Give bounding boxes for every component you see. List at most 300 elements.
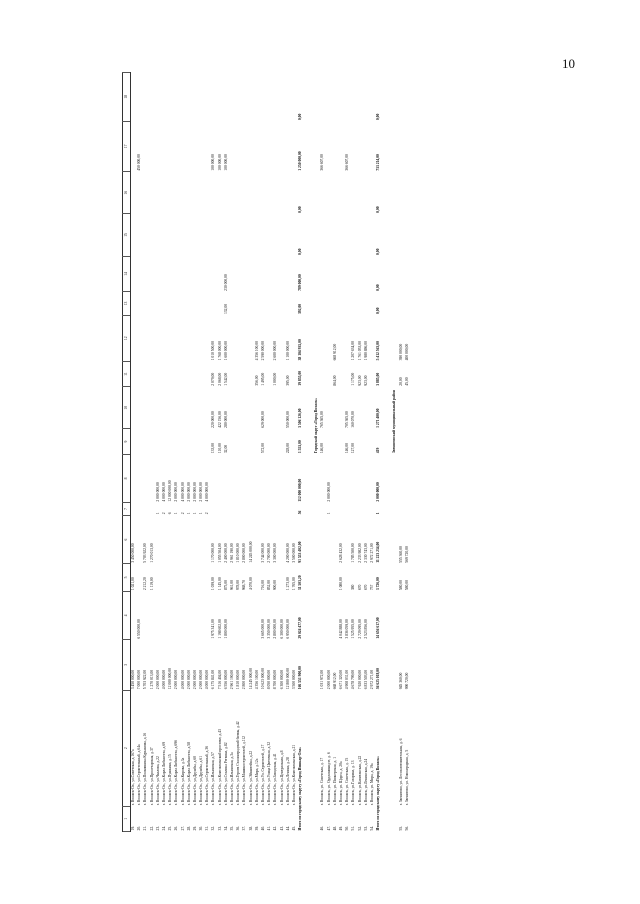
table-cell: 48. — [332, 825, 337, 831]
table-cell: Итого по городскому округу «Город Волжск» — [376, 755, 381, 831]
table-cell: 8 050 000,00 — [267, 669, 272, 690]
table-cell — [404, 214, 410, 256]
table-cell: 852,00 — [267, 580, 272, 591]
table-cell: 2 212,20 — [143, 577, 148, 591]
table-cell — [130, 214, 137, 256]
table-cell: г. Звенигово, ул. Новоаграрная, д. 5 — [404, 749, 409, 806]
table-cell: 765 365,00 — [320, 411, 325, 428]
table-cell: 9 — [123, 429, 131, 454]
table-cell: 572,00 — [260, 443, 265, 454]
table-cell: г. Волжск-Ол., ул.Полковника Курьянова, д.16 — [143, 732, 148, 806]
table-cell: 1 273,00 — [285, 577, 290, 591]
table-cell: 2 000 000,00 — [199, 669, 204, 690]
table-cell: 1 810 000,00 — [236, 669, 241, 690]
table-cell: 10 — [123, 387, 131, 429]
table-cell: г. Волжск-Ол., ул.Ильинская, д.3а — [230, 752, 235, 806]
table-cell: 2 972 271,00 — [369, 543, 374, 563]
table-cell: г. Волжск-Ол., ул.Строительный, д.64а — [137, 744, 142, 806]
table-cell: 1 800 000,00 — [223, 619, 228, 639]
table-cell: 1 525 955,00 — [351, 619, 356, 639]
table-cell: г. Волжск-Ол., ул.Ленина, д.28 — [285, 757, 290, 806]
table-cell: 39. — [254, 825, 259, 831]
table-cell: 3 — [123, 640, 131, 691]
table-cell: г. Волжск-Ол., ул.Комсомольский проспект, д.43 — [217, 729, 222, 806]
table-cell: 2 800 000,00 — [242, 543, 247, 563]
table-cell: 3 500 000,00 — [291, 669, 296, 690]
table-cell: г. Волжск-Ол., ул.Дружбы, д.61 — [199, 756, 204, 806]
table-cell: 6 833 503,00 — [363, 669, 368, 690]
table-cell: 1 207 634,00 — [351, 341, 356, 361]
table-cell: 4 000 000,00 — [161, 669, 166, 690]
table-cell: 1 170 000,00 — [211, 543, 216, 563]
table-cell: 46. — [320, 825, 325, 831]
table-cell: г. Волжск, ул. Орджоникидзе, д. 6 — [326, 752, 331, 806]
table-cell: 422 156,00 — [217, 411, 222, 428]
table-cell: 6 — [123, 515, 131, 563]
table-cell: 45,00 — [404, 377, 409, 386]
table-cell: 49. — [339, 825, 344, 831]
table-cell: 2 000 000,00 — [155, 669, 160, 690]
table-cell: 50. — [345, 825, 350, 831]
table-cell: 555 360,00 — [398, 546, 403, 563]
table-cell: 1 — [186, 512, 191, 515]
table-cell: 0,00 — [376, 206, 381, 213]
table-cell: г. Волжск-Ол., ул.Пролетарская, д.37 — [149, 747, 154, 806]
table-cell: 15 — [123, 214, 131, 256]
table-cell: 4 070,00 — [248, 577, 253, 591]
table-cell — [130, 361, 137, 386]
table-cell: 390 000,00 — [398, 343, 403, 361]
table-cell: 1 — [326, 512, 331, 515]
table-cell — [404, 429, 410, 454]
table-cell: 40. — [260, 825, 265, 831]
table-cell: 2 628 432,00 — [339, 543, 344, 563]
table-cell — [404, 73, 410, 122]
table-cell: г. Волжск-Ол., ул.Сталина Регвина, д.82 — [223, 742, 228, 806]
table-cell: 1 055 504,00 — [217, 543, 222, 563]
table-cell: 356,00 — [254, 375, 259, 386]
table-cell — [404, 503, 410, 516]
table-cell: 56 — [298, 510, 303, 515]
table-cell: г. Звенигово, ул. Лесозаготовительная, д. 6 — [398, 738, 403, 806]
table-cell: 2 961 190,00 — [230, 669, 235, 690]
table-cell: 4 000 000,00 — [180, 669, 185, 690]
table-cell — [404, 292, 410, 315]
table-cell: г. Волжск-Ол., ул.Строительный, д.36 — [205, 746, 210, 806]
table-cell: г. Волжск-Ол., ул.Карла Либкнехта, д.69б — [174, 740, 179, 806]
table-cell: 2 600 000,00 — [273, 341, 278, 361]
table-cell: 900,00 — [273, 580, 278, 591]
table-cell: 757 — [369, 584, 374, 591]
spacer-cell — [382, 73, 392, 832]
table-cell: 11 223 234,00 — [376, 541, 381, 563]
table-cell: 1 080,00 — [339, 577, 344, 591]
table-cell: 1 198 602,00 — [217, 619, 222, 639]
table-cell: 12 800 000,00 — [285, 668, 290, 690]
table-cell: 13 — [123, 292, 131, 315]
table-cell: 419 — [376, 447, 381, 454]
table-cell: 220 000,00 — [211, 411, 216, 428]
table-cell: г. Волжск-Ол., ул.Советская, д.167а — [131, 749, 136, 806]
table-cell: 6 556 000,00 — [223, 669, 228, 690]
table-cell: г. Волжск-Ол., ул.Чкалова, д.22 — [155, 756, 160, 806]
table-cell: 4 356 100,00 — [254, 341, 259, 361]
table-cell: 968,70 — [242, 580, 247, 591]
table-cell: 28. — [186, 825, 191, 831]
column-number-row — [123, 73, 131, 832]
table-cell: 1 270 013,00 — [149, 543, 154, 563]
table-cell: 6 671 320,00 — [339, 669, 344, 690]
table-cell: 3 885,00 — [376, 372, 381, 386]
table-cell: 990 720,00 — [404, 672, 409, 690]
table-cell: 2 000 000,00 — [174, 482, 179, 502]
table-cell: 5 703 922,00 — [143, 669, 148, 690]
table-cell: 2 079,00 — [211, 372, 216, 386]
table-cell: 0,00 — [376, 113, 381, 121]
spacer-row — [382, 73, 392, 832]
table-cell: 52. — [357, 825, 362, 831]
table-cell: г. Волжск-Ол., ул.Дружбы, д.60 — [192, 756, 197, 806]
table-cell: 146,00 — [320, 443, 325, 454]
table-cell: 32. — [211, 825, 216, 831]
table-cell: г. Волжск-Ол., ул.Заводская, д.41 — [273, 753, 278, 806]
table-cell: 450 000,00 — [137, 154, 142, 171]
table-cell: 6 950 000,00 — [285, 619, 290, 639]
table-cell: 91 553 402,00 — [298, 541, 303, 563]
table-cell — [404, 387, 410, 429]
table-cell: 16 — [123, 172, 131, 214]
table-cell: 1 542,00 — [223, 372, 228, 386]
table-cell: 4 042 888,00 — [339, 619, 344, 639]
table-cell — [130, 121, 137, 172]
table-cell: 1 600 000,00 — [223, 341, 228, 361]
table-cell: 17 — [123, 121, 131, 172]
table-cell: г. Волжск, ул.Гагарина, д. 13 — [351, 760, 356, 806]
table-cell: 1 975 341,00 — [211, 619, 216, 639]
table-cell: 1 031 972,00 — [320, 669, 325, 690]
table-cell: г. Волжск-Ол., ул.Пушкина, д.15 — [168, 754, 173, 806]
table-cell: 0,00 — [376, 248, 381, 256]
table-cell: 2 068,00 — [217, 372, 222, 386]
table-cell: 2 000 000,00 — [186, 669, 191, 690]
table-cell: 395,00 — [285, 375, 290, 386]
table-cell: г. Волжск-Ол., ул.Ул. Строителей, д.17 — [260, 744, 265, 806]
table-cell: 1 119,00 — [149, 577, 154, 591]
table-cell: 1 768 000,00 — [217, 341, 222, 361]
table-cell: 875,00 — [223, 580, 228, 591]
table-cell — [130, 429, 137, 454]
table-cell: 961,00 — [230, 580, 235, 591]
table-cell: Городской округ «Город Волжск» — [314, 397, 319, 454]
table-cell: 100 000,00 — [211, 154, 216, 171]
table-row — [404, 73, 410, 832]
table-cell: 32,00 — [223, 444, 228, 454]
table-cell: 923,00 — [357, 375, 362, 386]
table-cell: 14 245 000,00 — [248, 541, 253, 563]
spacer-row — [304, 73, 314, 832]
table-cell: г. Волжск, ул. Советская, д. 17 — [320, 757, 325, 806]
table-cell: 110,00 — [217, 443, 222, 454]
table-cell: 2 000 000,00 — [376, 482, 381, 502]
table-cell: 2 800 000,00 — [242, 669, 247, 690]
table-cell: 668 912,00 — [332, 343, 337, 361]
table-cell: 3 450 000,00 — [131, 669, 136, 690]
table-cell — [130, 73, 137, 122]
table-cell: 2 000 000,00 — [199, 482, 204, 502]
table-cell: 3 726,00 — [376, 577, 381, 591]
table-cell: 1 495,00 — [260, 372, 265, 386]
table-cell: 100 000,00 — [217, 154, 222, 171]
table-cell: 44. — [285, 825, 290, 831]
table-cell: Итого по городскому округу «Город Йошкар-Ола» — [298, 746, 303, 831]
table-cell: г. Волжск-Ол., ул.Кирова, д.3а — [180, 757, 185, 806]
table-cell: 1 761 053,00 — [357, 341, 362, 361]
table-cell: 26. — [174, 825, 179, 831]
table-cell: 2 000 000,00 — [326, 669, 331, 690]
table-cell: 133,00 — [211, 443, 216, 454]
table-cell: 3 506 126,00 — [298, 408, 303, 428]
table-cell: г. Волжск-Ол., ул.Комсомольская, д.21 — [291, 744, 296, 806]
table-cell: 1 100 000,00 — [285, 341, 290, 361]
table-cell: 2 961 190,00 — [230, 543, 235, 563]
table-cell: 6 550 000,00 — [137, 619, 142, 639]
table-cell: 716,00 — [260, 580, 265, 591]
table-cell: г. Волжск-Ол., ул.Машиностроителей, д.112 — [242, 735, 247, 806]
table-cell: 230 000,00 — [223, 274, 228, 291]
table-cell: 4 908 031,00 — [345, 669, 350, 690]
table-cell: 37. — [242, 825, 247, 831]
table-cell: 0,00 — [298, 248, 303, 256]
table-cell: 2 800 000,00 — [273, 619, 278, 639]
table-cell: 1 — [376, 512, 381, 515]
table-cell: 3 665 000,00 — [260, 619, 265, 639]
table-cell: 705 365,00 — [345, 411, 350, 428]
table-cell: 6 300 000,00 — [279, 619, 284, 639]
page-number: 10 — [562, 56, 575, 71]
table-cell: г. Волжск-Ол., ул.Карла Либкнехта, д.58 — [186, 742, 191, 806]
table-cell: 1 270 013,00 — [149, 669, 154, 690]
table-cell — [404, 454, 410, 502]
table-cell: 0,00 — [376, 284, 381, 291]
table-cell — [404, 256, 410, 292]
table-cell — [404, 121, 410, 172]
table-cell: г. Волжск-Ол., ул.Улица Цветочная, д.32 — [267, 741, 272, 806]
table-cell: 1 175,00 — [351, 372, 356, 386]
table-cell: 7 516 404,00 — [217, 669, 222, 690]
table-cell — [130, 454, 137, 502]
table-cell: 2 000 000,00 — [192, 669, 197, 690]
table-cell: 864,00 — [332, 375, 337, 386]
table-cell: 42. — [273, 825, 278, 831]
table-cell: 24. — [161, 825, 166, 831]
table-cell: 228,00 — [285, 443, 290, 454]
table-cell: 1 553,00 — [298, 440, 303, 454]
table-cell: 35. — [230, 825, 235, 831]
table-cell: г. Волжск-Ол., ул.Эйнштейна, д.22 — [248, 750, 253, 806]
table-cell: 45. — [291, 825, 296, 831]
table-cell: 33. — [217, 825, 222, 831]
table-cell: 550 000,00 — [285, 411, 290, 428]
table-cell: 14 656 617,00 — [376, 617, 381, 639]
table-cell: 1 021,00 — [131, 577, 136, 591]
table-cell: г. Волжск-Ол., ул.Героев Сталинградской битвы, д.42 — [236, 721, 241, 806]
table-cell: 280 000,00 — [223, 411, 228, 428]
table-cell: 668 912,00 — [332, 672, 337, 690]
table-cell: 112 000 000,00 — [298, 478, 303, 502]
table-cell: 2 000 000,00 — [192, 482, 197, 502]
table-cell: 7 — [123, 503, 131, 516]
table-cell: 56. — [404, 825, 409, 831]
table-cell: 3 450 000,00 — [131, 543, 136, 563]
table-cell: 12 000 000,00 — [168, 668, 173, 690]
table-cell: 41. — [267, 825, 272, 831]
table-cell: 19. — [131, 825, 136, 831]
spacer-cell — [304, 73, 314, 832]
table-cell: 789 000,00 — [298, 274, 303, 291]
table-cell: 1 — [174, 512, 179, 515]
table-cell: 3 350 000,00 — [267, 619, 272, 639]
table-cell: 19 855,00 — [298, 370, 303, 386]
table-cell: 47. — [326, 825, 331, 831]
table-cell: 12 000 000,00 — [168, 480, 173, 502]
table-cell: 100 000,00 — [223, 154, 228, 171]
table-cell: г. Волжск-Ол., ул.Центральная, д.8 — [279, 750, 284, 806]
table-cell: г. Волжск, ул. Пионерская, д. 1 — [332, 757, 337, 806]
table-cell: 8 — [123, 454, 131, 502]
table-cell — [130, 256, 137, 292]
table-cell: 6 175 841,00 — [211, 669, 216, 690]
table-cell: 2 — [123, 690, 131, 806]
table-cell: 12 — [123, 315, 131, 361]
table-cell: 3 500 000,00 — [291, 543, 296, 563]
table-cell: 38. — [248, 825, 253, 831]
table-cell: 31. — [205, 825, 210, 831]
table-cell: 14 245 000,00 — [248, 668, 253, 690]
table-cell: 1 — [123, 806, 131, 831]
table-cell: 580,00 — [398, 580, 403, 591]
table-cell: 1 010 500,00 — [211, 341, 216, 361]
register-table — [122, 72, 411, 832]
table-cell: 5 412 563,00 — [376, 341, 381, 361]
rotated-table-container — [122, 72, 526, 832]
table-cell: 1 250 000,00 — [298, 151, 303, 171]
table-cell: 18 — [123, 73, 131, 122]
table-cell: 51. — [351, 825, 356, 831]
table-cell: 146,00 — [345, 443, 350, 454]
table-cell: 29. — [192, 825, 197, 831]
table-cell — [130, 503, 137, 516]
table-cell: 36. — [236, 825, 241, 831]
table-cell: 1 000,00 — [273, 372, 278, 386]
table-cell: 4 678 799,00 — [351, 669, 356, 690]
table-cell: 2 590 000,00 — [260, 341, 265, 361]
table-cell — [130, 315, 137, 361]
table-cell: 392,00 — [298, 303, 303, 315]
table-cell: 4 200 000,00 — [285, 543, 290, 563]
table-cell: 10 623 000,00 — [260, 668, 265, 690]
table-cell: 4 — [123, 591, 131, 639]
table-cell: 2 000 000,00 — [186, 482, 191, 502]
table-cell: 366 607,00 — [320, 154, 325, 171]
table-cell — [404, 172, 410, 214]
table-cell: 36 625 018,00 — [376, 668, 381, 690]
table-cell: 160 070,00 — [351, 411, 356, 428]
table-cell: 2 — [161, 512, 166, 515]
table-cell: 25. — [168, 825, 173, 831]
table-cell: 11 — [123, 361, 131, 386]
table-cell: 4 000 000,00 — [161, 482, 166, 502]
table-cell: 21. — [143, 825, 148, 831]
table-cell: 38 104 935,00 — [298, 339, 303, 361]
table-cell: г. Волжск, ул.Ленинская, д.24 — [363, 758, 368, 806]
table-cell: 366 607,00 — [345, 154, 350, 171]
table-cell: 53. — [363, 825, 368, 831]
table-cell: 2 700 000,00 — [267, 543, 272, 563]
table-cell — [130, 172, 137, 214]
table-cell: 55. — [398, 825, 403, 831]
table-cell: г. Волжск-Ол., ул.Ильинская, д.57 — [211, 752, 216, 806]
table-cell: 6 300 000,00 — [279, 669, 284, 690]
table-cell: 670 — [363, 584, 368, 591]
table-cell: 0,00 — [298, 113, 303, 121]
table-cell: 22. — [149, 825, 154, 831]
table-cell: 978,00 — [236, 580, 241, 591]
table-cell: 1 — [192, 512, 197, 515]
table-cell: 7 920 000,00 — [357, 669, 362, 690]
table-cell: 2 972 271,00 — [369, 669, 374, 690]
table-cell: 380 — [351, 584, 356, 591]
table-row — [130, 73, 137, 832]
table-cell: 3 744 000,00 — [260, 543, 265, 563]
table-cell: 30. — [199, 825, 204, 831]
table-cell: 670 — [357, 584, 362, 591]
table-cell: 0,00 — [376, 307, 381, 315]
table-cell: 1 — [199, 512, 204, 515]
table-cell: 7 000 000,00 — [137, 669, 142, 690]
table-cell: 4 000 000,00 — [180, 482, 185, 502]
table-cell: 2 330 743,00 — [363, 543, 368, 563]
table-cell: 2 000 000,00 — [174, 669, 179, 690]
table-cell — [404, 591, 410, 639]
table-cell: г. Волжск-Ол., ул.Мира, д.12а — [254, 758, 259, 806]
table-cell — [130, 292, 137, 315]
table-cell: 127,00 — [351, 443, 356, 454]
table-cell: 3 836 059,00 — [345, 619, 350, 639]
table-cell: 400 000,00 — [404, 343, 409, 361]
table-cell: 4 000 000,00 — [205, 482, 210, 502]
table-cell: 2 523 856,00 — [363, 619, 368, 639]
table-cell: г. Волжск, ул. Мира, д. 19а — [369, 763, 374, 806]
table-cell: 4 356 100,00 — [254, 669, 259, 690]
table-cell: 54. — [369, 825, 374, 831]
table-cell: 569 720,00 — [404, 546, 409, 563]
table-cell: 27. — [180, 825, 185, 831]
table-cell: 6 — [168, 512, 173, 515]
table-cell: 43. — [279, 825, 284, 831]
table-cell: 5 — [123, 564, 131, 591]
table-cell: 1 980 886,00 — [363, 341, 368, 361]
table-cell: 1 271 400,00 — [376, 408, 381, 428]
table-cell — [130, 591, 137, 639]
table-cell: 2 — [180, 512, 185, 515]
table-cell: 1 — [155, 512, 160, 515]
table-cell: 629 000,00 — [260, 411, 265, 428]
table-cell: 923,00 — [363, 375, 368, 386]
table-cell: 2 000 000,00 — [155, 482, 160, 502]
table-cell: 23. — [155, 825, 160, 831]
table-cell: 0,00 — [298, 206, 303, 213]
table-cell: 2 — [205, 512, 210, 515]
